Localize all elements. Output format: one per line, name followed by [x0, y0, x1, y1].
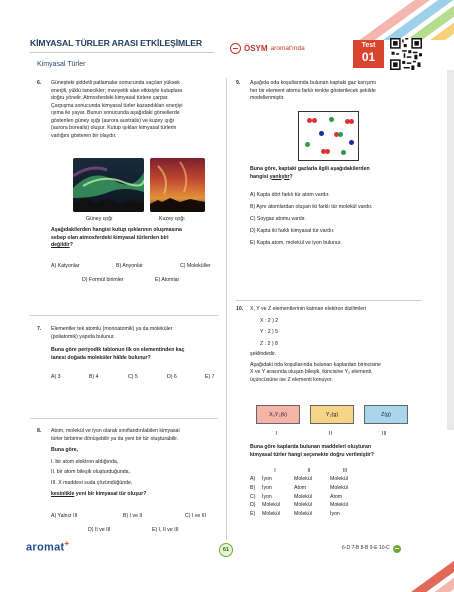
answer-key [342, 545, 401, 553]
option-label: C) I ve III [185, 513, 207, 519]
caption-north [159, 216, 185, 224]
divider-q7-q8 [30, 418, 218, 419]
question-number: 7. [37, 326, 42, 332]
q8-option-c[interactable] [185, 513, 206, 521]
table-cell: A) [250, 476, 256, 483]
green-atom-dot [338, 132, 343, 137]
container-3-label: Z(g) [381, 412, 391, 418]
caption-south [86, 216, 113, 224]
table-cell: Molekül [262, 511, 280, 518]
table-cell: Molekül [330, 485, 348, 492]
q8-text-line: türler birbirine dönüşebilir ya da yeni bir tür oluşturabilir. [51, 435, 179, 442]
option-label: E) I, II ve III [152, 527, 179, 533]
question-10 [236, 306, 422, 384]
table-cell: D) [250, 502, 256, 509]
table-row[interactable] [250, 493, 366, 502]
q10-question-line: Buna göre kaplarda bulunan maddeleri oluşturan [250, 444, 372, 450]
q6-option-b[interactable] [116, 263, 143, 271]
container-2 [310, 405, 354, 424]
table-cell: Molekül [330, 502, 348, 509]
section-title: Kimyasal Türler [37, 61, 86, 68]
q9-question-end: ? [289, 173, 293, 180]
logo-text: aromat [26, 541, 65, 554]
container-3-roman [382, 431, 386, 439]
table-cell: İyon [262, 476, 272, 483]
arrow-right-icon[interactable] [393, 545, 401, 553]
q10-answer-table [250, 467, 366, 519]
roman-label: II [329, 431, 332, 437]
gas-mixture-container [298, 111, 359, 161]
q6-text-line: Çarpışma sonucunda kimyasal türler kazandıkları enerjiyi [51, 102, 183, 109]
table-row[interactable] [250, 511, 366, 520]
q10-question [250, 444, 422, 459]
q8-option-e[interactable] [152, 527, 179, 535]
option-label: B) Anyonlar [116, 263, 143, 269]
q7-question-line: Buna göre periyodik tablonun ilk on elementinden kaç [51, 347, 185, 354]
table-cell: İyon [262, 493, 272, 500]
q10-after-configs: şeklindedir. [250, 351, 276, 358]
q8-question: yeni bir kimyasal tür oluşur? [74, 491, 147, 498]
option-label: A) 3 [51, 374, 61, 380]
question-7 [37, 326, 223, 362]
q6-option-c[interactable] [180, 263, 211, 271]
table-cell: E) [250, 511, 256, 518]
question-number: 9. [236, 80, 241, 86]
option-label: B) Aynı atomlardan oluşan iki farklı tür molekül vardır. [250, 204, 373, 210]
osym-logo [230, 43, 305, 55]
osym-mark-icon [230, 43, 241, 54]
q7-option-a[interactable] [51, 374, 61, 382]
blue-atom-dot [349, 140, 354, 145]
q9-negation: yanlıştır [269, 173, 290, 180]
title-underline [30, 52, 214, 53]
roman-label: I [276, 431, 278, 437]
q7-option-b[interactable] [89, 374, 99, 382]
q6-text-line: Güneşteki şiddetli patlamalar sonucunda saçılan yüksek [51, 80, 180, 86]
table-cell: Molekül [330, 476, 348, 483]
table-cell: Molekül [294, 511, 312, 518]
q6-option-d[interactable] [82, 277, 124, 285]
q8-item: III. X maddesi suda çözündüğünde, [51, 479, 133, 486]
aurora-borealis-photo [150, 158, 205, 212]
q10-intro: X, Y ve Z elementlerinin katman elektron dizilimleri [250, 306, 366, 312]
q7-option-e[interactable] [205, 374, 215, 382]
q7-question-line: tanesi doğada moleküler hâlde bulunur? [51, 354, 151, 361]
question-8 [37, 428, 223, 499]
q7-text-line: (poliatomik) yapıda bulunur. [51, 333, 115, 340]
q9-option-c[interactable] [250, 216, 306, 224]
electron-config: Y : 2 ) 5 [260, 329, 279, 336]
q10-text-line: X ve Y arasında oluşan bileşik, ikincisine Y₂ elementi, [250, 369, 373, 376]
q6-question-end: ? [69, 242, 73, 249]
osym-brand: ÖSYM [244, 44, 268, 53]
header-decoration [314, 0, 454, 40]
q8-text-line: Atom, molekül ve iyon olarak sınıflandırılabilen kimyasal [51, 428, 180, 434]
table-row[interactable] [250, 476, 366, 485]
q9-text-line: Aşağıda oda koşullarında bulunan kaptaki gaz karışımı [250, 80, 377, 86]
table-row[interactable] [250, 484, 366, 493]
q6-negation: değildir [51, 242, 70, 249]
blue-atom-dot [319, 131, 324, 136]
q8-item: II. bir atom bileşik oluşturduğunda, [51, 469, 131, 476]
column-divider [226, 78, 227, 540]
electron-config: Z : 2 ) 8 [260, 340, 278, 347]
q9-text-line: modellenmiştir. [250, 95, 285, 102]
caption-kuzey: Kuzey ışığı [159, 216, 185, 222]
q8-item: I. bir atom elektron aldığında, [51, 458, 119, 465]
table-header-cell: II [307, 467, 311, 474]
container-1-roman [276, 431, 277, 439]
test-badge [353, 40, 384, 68]
red-atom-dot [312, 118, 317, 123]
q9-question [250, 166, 420, 181]
q10-text-line: üçüncüsüne ise Z elementi konuyor. [250, 376, 333, 383]
electron-config: X : 2 ) 2 [260, 317, 279, 324]
container-1 [256, 405, 300, 424]
page-number: 61 [219, 543, 233, 557]
q8-emphasis: kesinlikle [51, 491, 75, 498]
osym-subtitle: aromat'ında [270, 45, 305, 53]
green-atom-dot [341, 150, 346, 155]
option-label: A) Yalnız III [51, 513, 78, 519]
option-label: D) II ve III [88, 527, 111, 533]
q6-question-line: Aşağıdakilerden hangisi kutup ışıklarının oluşmasına [51, 227, 182, 233]
container-2-roman [329, 431, 332, 439]
page-title: KİMYASAL TÜRLER ARASI ETKİLEŞİMLER [30, 38, 202, 48]
q9-text-line: her bir element atomu farklı renkte gösterilecek şekilde [250, 87, 376, 94]
q9-option-d[interactable] [250, 228, 334, 236]
q10-question-line: kimyasal türler hangi seçenekte doğru verilmiştir? [250, 451, 374, 458]
table-header-row [250, 467, 366, 476]
qr-code-icon[interactable] [390, 38, 422, 70]
green-atom-dot [305, 142, 310, 147]
table-header-cell [250, 467, 262, 476]
q6-question [51, 227, 221, 250]
table-cell: Molekül [294, 476, 312, 483]
q6-option-e[interactable] [155, 277, 179, 285]
option-label: B) I ve II [123, 513, 143, 519]
green-atom-dot [329, 117, 334, 122]
question-9 [236, 80, 422, 103]
red-atom-dot [349, 119, 354, 124]
table-cell: B) [250, 485, 256, 492]
table-header-cell: III [342, 467, 348, 474]
answer-key-text: 6-D 7-B 8-B 9-E 10-C [342, 545, 390, 552]
q10-text-line: Aşağıdaki oda koşullarında bulunan kaplardan birincisine [250, 361, 381, 368]
container-3 [364, 405, 408, 424]
option-label: E) Atomlar [155, 277, 180, 283]
side-bar-decoration [447, 70, 454, 430]
q9-option-b[interactable] [250, 204, 372, 212]
q7-option-c[interactable] [128, 374, 138, 382]
aromat-logo [26, 538, 69, 557]
option-label: C) Soygaz atomu vardır. [250, 216, 306, 222]
question-6 [37, 80, 223, 140]
option-label: C) Moleküller [180, 263, 211, 269]
table-cell: Molekül [294, 493, 312, 500]
q6-text-line: varlığını gösteren bir olaydır. [51, 132, 117, 139]
q6-text-line: doğru yönelir. Atmosferdeki kimyasal türlere çarpar. [51, 95, 169, 102]
table-cell: C) [250, 493, 256, 500]
option-label: D) Kapta iki farklı kimyasal tür vardır. [250, 228, 335, 234]
test-number: 01 [361, 50, 376, 65]
option-label: D) 6 [167, 374, 177, 380]
option-label: C) 5 [128, 374, 138, 380]
caption-guney: Güney ışığı [86, 216, 113, 222]
option-label: E) 7 [205, 374, 215, 380]
table-cell: Atom [330, 493, 343, 500]
red-atom-dot [325, 149, 330, 154]
option-label: A) Katyonlar [51, 263, 80, 269]
question-number: 10. [236, 306, 244, 312]
q6-question-line: sebep olan atmosferdeki kimyasal türlerden biri [51, 234, 169, 241]
q8-lead: Buna göre, [51, 447, 79, 454]
footer-decoration [394, 552, 454, 592]
q6-option-a[interactable] [51, 263, 80, 271]
aurora-australis-photo [73, 158, 144, 212]
q6-text-line: ışıma ile yayar. Bunun sonucunda aşağıdaki görsellerde [51, 110, 180, 117]
option-label: A) Kapta dört farklı tür atom vardır. [250, 192, 330, 198]
table-cell: Molekül [294, 502, 312, 509]
table-cell: İyon [262, 485, 272, 492]
logo-plus: + [64, 539, 70, 548]
q8-option-b[interactable] [123, 513, 142, 521]
q8-option-a[interactable] [51, 513, 77, 521]
container-1-label: X₃Y₂(k) [269, 412, 287, 418]
roman-label: III [382, 431, 387, 437]
option-label: E) Kapta atom, molekül ve iyon bulunur. [250, 240, 342, 246]
q9-question-line: hangisi [250, 173, 269, 180]
option-label: D) Formül birimler [82, 277, 124, 283]
q9-question-line: Buna göre, kaptaki gazlarla ilgili aşağıdakilerden [250, 166, 370, 172]
q7-text-line: Elementler tek atomlu (monoatomik) ya da moleküler [51, 326, 173, 332]
table-cell: İyon [330, 511, 340, 518]
divider-q9-q10 [236, 300, 422, 301]
test-label: Test [361, 42, 376, 49]
q6-text-line: gösterilen güney ışığı (aurora australis) ve kuzey ışığı [51, 117, 175, 124]
question-number: 8. [37, 428, 42, 434]
q9-option-a[interactable] [250, 192, 330, 200]
table-cell: Atom [294, 485, 307, 492]
divider-q6-q7 [30, 315, 218, 316]
table-header-cell: I [274, 467, 276, 474]
table-row[interactable] [250, 502, 366, 511]
q9-option-e[interactable] [250, 240, 342, 248]
q6-text-line: enerjili, yüklü tanecikler; manyetik alan etkisiyle kutuplara [51, 87, 183, 94]
table-cell: Molekül [262, 502, 280, 509]
q6-text-line: (aurora borealis) oluşur. Kutup ışıkları kimyasal türlerin [51, 125, 177, 132]
container-2-label: Y₂(g) [325, 412, 339, 418]
option-label: B) 4 [89, 374, 99, 380]
q7-option-d[interactable] [167, 374, 177, 382]
question-number: 6. [37, 80, 42, 86]
q8-option-d[interactable] [88, 527, 110, 535]
